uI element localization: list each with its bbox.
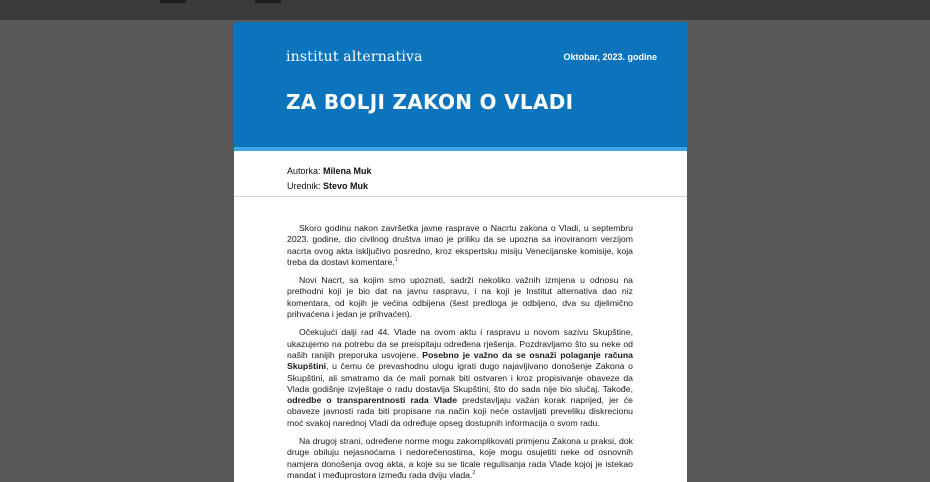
paragraph (287, 223, 633, 268)
paragraph (287, 436, 633, 481)
paragraph (287, 327, 633, 429)
highlight-text: odredbe o transparentnosti rada Vlade (287, 395, 458, 406)
toolbar-control[interactable] (255, 0, 281, 3)
document-body (287, 223, 633, 482)
paragraph-text: Na drugoj strani, određene norme mogu zakomplikovati primjenu Zakona u praksi, dok druge obiluju nejasnoćama i nedorečenostima, koje mogu osujetiti neke od osnovnih namjera donošenja ovog akta, a koje su se ticale regulisanja rada Vlade kojoj je istekao mandat i međuprostora između rada dviju vlada. (287, 436, 633, 480)
credits (287, 164, 372, 194)
footnote-ref[interactable]: 1 (394, 257, 398, 263)
document-title: ZA BOLJI ZAKON O VLADI (286, 90, 574, 114)
viewer-toolbar (0, 0, 930, 20)
paragraph-text: , u čemu će prevashodnu ulogu igrati dugo najavljivano donošenje Zakona o Skupštini, ali smatramo da će mali pomak biti ostvaren i kroz propisivanje obaveze da Vlada godišnje izvještaje o radu dostavlja Skupštini, što do sada nije bio slučaj. Takođe, (287, 361, 633, 394)
brand-name: institut alternativa (286, 49, 423, 65)
banner-stripe (234, 147, 687, 151)
divider (234, 196, 687, 197)
editor-name: Stevo Muk (323, 181, 369, 191)
author-label: Autorka: (287, 166, 321, 176)
document-page (234, 22, 687, 482)
author-name: Milena Muk (323, 166, 372, 176)
header-banner (234, 22, 687, 147)
paragraph-text: Očekujući dalji rad 44. Vlade na ovom aktu i raspravu u novom sazivu Skupštine, ukazujemo na potrebu da se preispitaju određena rješenja. Pozdravljamo što su neke od naših ranijih preporuka usvojene. (287, 327, 633, 360)
highlight-text: Posebno je važno da se osnaži polaganje računa Skupštini (287, 349, 634, 372)
paragraph: Novi Nacrt, sa kojim smo upoznati, sadrži nekoliko važnih izmjena u odnosu na prethodni koji je bio dat na javnu raspravu, i na koji je Institut alternativa dao niz komentara, od kojih je većina odbijena (šest predloga je odbijeno, dva su djelimično prihvaćena i jedan je prihvaćen). (287, 275, 633, 320)
editor-label: Urednik: (287, 181, 321, 191)
paragraph-text: Skoro godinu nakon završetka javne rasprave o Nacrtu zakona o Vladi, u septembru 2023. godine, dio civilnog društva imao je priliku da se upozna sa inoviranom verzijom nacrta ovog akta isključivo posredno, kroz ekspertsku misiju Venecijanske komisije, koja treba da dostavi komentare. (287, 223, 633, 267)
author-line (287, 164, 372, 179)
publication-date: Oktobar, 2023. godine (563, 52, 657, 62)
paragraph-text: predstavljaju važan korak naprijed, jer će obaveze javnosti rada biti propisane na način koji neće ostavljati preveliku diskrecionu moć svakoj narednoj Vladi da određuje opseg dostupnih informacija o svom radu. (287, 395, 633, 428)
footnote-ref[interactable]: 2 (472, 470, 476, 477)
toolbar-control[interactable] (160, 0, 186, 3)
editor-line (287, 179, 372, 194)
